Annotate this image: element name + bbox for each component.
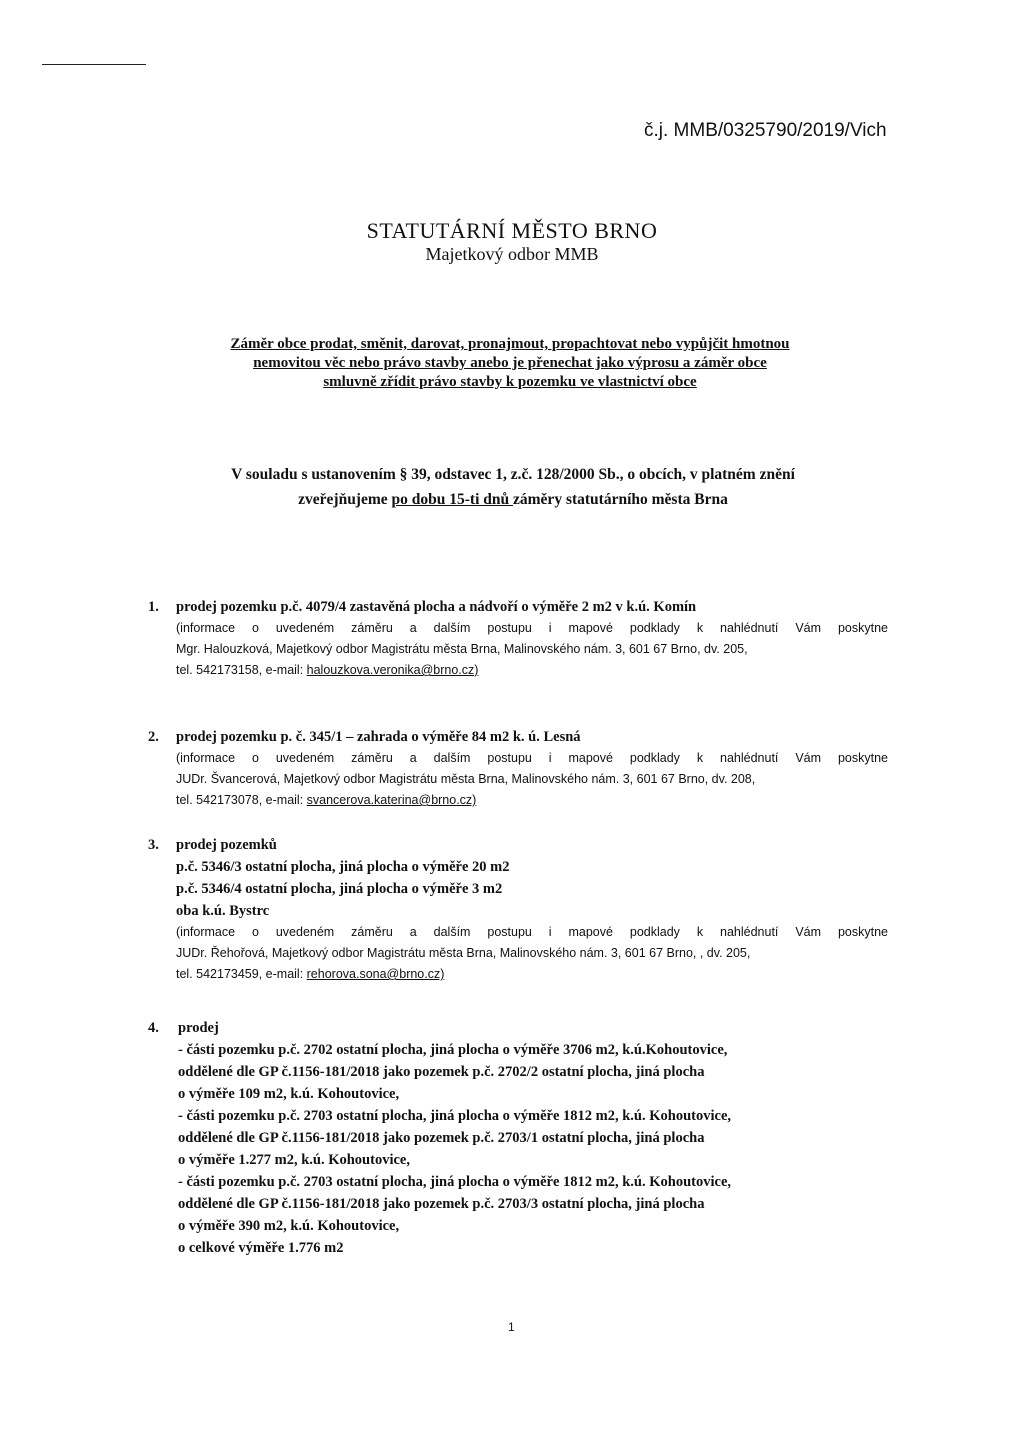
item-contact bbox=[176, 660, 888, 681]
reference-number: č.j. MMB/0325790/2019/Vich bbox=[644, 120, 887, 141]
document-subtitle: Majetkový odbor MMB bbox=[425, 244, 599, 264]
item-parcel-line: o výměře 1.277 m2, k.ú. Kohoutovice, bbox=[178, 1152, 410, 1168]
item-parcel-line: oddělené dle GP č.1156-181/2018 jako pozemek p.č. 2703/1 ostatní plocha, jiná plocha bbox=[178, 1130, 705, 1146]
page-number: 1 bbox=[508, 1320, 515, 1334]
item-parcel-line: - části pozemku p.č. 2703 ostatní plocha, jiná plocha o výměře 1812 m2, k.ú. Kohoutovice, bbox=[178, 1174, 732, 1190]
item-body bbox=[178, 1017, 890, 1259]
item-number: 2. bbox=[148, 729, 159, 745]
item-contact bbox=[176, 964, 888, 985]
item-info-line: JUDr. Švancerová, Majetkový odbor Magistrátu města Brna, Malinovského nám. 3, 601 67 Brno, dv. 208, bbox=[176, 772, 756, 786]
intro-line-2-underlined: po dobu 15-ti dnů bbox=[391, 491, 514, 508]
item-tel: tel. 542173158, e-mail: bbox=[176, 663, 307, 677]
intro-line-2-post: záměry statutárního města Brna bbox=[513, 491, 728, 508]
notice-heading bbox=[140, 335, 880, 392]
item-info-line: Mgr. Halouzková, Majetkový odbor Magistrátu města Brna, Malinovského nám. 3, 601 67 Brno, dv. 205, bbox=[176, 642, 748, 656]
email-link[interactable]: rehorova.sona@brno.cz) bbox=[306, 967, 445, 981]
item-info-line: (informace o uvedeném záměru a dalším postupu i mapové podklady k nahlédnutí Vám poskytne bbox=[176, 621, 888, 635]
notice-line-3: smluvně zřídit právo stavby k pozemku ve vlastnictví obce bbox=[323, 374, 697, 390]
notice-line-1: Záměr obce prodat, směnit, darovat, pronajmout, propachtovat nebo vypůjčit hmotnou bbox=[230, 336, 790, 352]
item-body bbox=[176, 726, 888, 811]
top-rule bbox=[42, 64, 146, 65]
item-heading: prodej bbox=[178, 1020, 219, 1036]
item-parcel-line: o výměře 390 m2, k.ú. Kohoutovice, bbox=[178, 1218, 400, 1234]
item-info-line: (informace o uvedeném záměru a dalším postupu i mapové podklady k nahlédnutí Vám poskytne bbox=[176, 925, 888, 939]
item-number: 1. bbox=[148, 599, 159, 615]
item-parcel-line: oddělené dle GP č.1156-181/2018 jako pozemek p.č. 2702/2 ostatní plocha, jiná plocha bbox=[178, 1064, 705, 1080]
item-number: 4. bbox=[148, 1020, 159, 1036]
item-heading: prodej pozemků bbox=[176, 837, 277, 853]
item-info-line: (informace o uvedeném záměru a dalším postupu i mapové podklady k nahlédnutí Vám poskytne bbox=[176, 751, 888, 765]
item-parcel-line: oba k.ú. Bystrc bbox=[176, 903, 270, 919]
email-link[interactable]: svancerova.katerina@brno.cz) bbox=[306, 793, 477, 807]
intro-paragraph bbox=[140, 462, 886, 512]
item-tel: tel. 542173078, e-mail: bbox=[176, 793, 307, 807]
intro-line-1: V souladu s ustanovením § 39, odstavec 1, z.č. 128/2000 Sb., o obcích, v platném znění bbox=[231, 466, 795, 483]
item-tel: tel. 542173459, e-mail: bbox=[176, 967, 307, 981]
item-heading: prodej pozemku p. č. 345/1 – zahrada o výměře 84 m2 k. ú. Lesná bbox=[176, 729, 581, 745]
notice-line-2: nemovitou věc nebo právo stavby anebo je přenechat jako výprosu a záměr obce bbox=[253, 355, 767, 371]
item-heading: prodej pozemku p.č. 4079/4 zastavěná plocha a nádvoří o výměře 2 m2 v k.ú. Komín bbox=[176, 599, 697, 615]
item-parcel-line: o celkové výměře 1.776 m2 bbox=[178, 1240, 344, 1256]
item-parcel-line: - části pozemku p.č. 2703 ostatní plocha, jiná plocha o výměře 1812 m2, k.ú. Kohoutovice, bbox=[178, 1108, 732, 1124]
item-parcel-line: - části pozemku p.č. 2702 ostatní plocha, jiná plocha o výměře 3706 m2, k.ú.Kohoutovice, bbox=[178, 1042, 728, 1058]
intro-line-2-pre: zveřejňujeme bbox=[298, 491, 392, 508]
item-parcel-line: o výměře 109 m2, k.ú. Kohoutovice, bbox=[178, 1086, 400, 1102]
intro-line-2 bbox=[140, 487, 886, 512]
item-body bbox=[176, 834, 888, 985]
item-contact bbox=[176, 790, 888, 811]
item-info-line: JUDr. Řehořová, Majetkový odbor Magistrátu města Brna, Malinovského nám. 3, 601 67 Brno, , dv. 205, bbox=[176, 946, 751, 960]
item-parcel-line: oddělené dle GP č.1156-181/2018 jako pozemek p.č. 2703/3 ostatní plocha, jiná plocha bbox=[178, 1196, 705, 1212]
item-body bbox=[176, 596, 888, 681]
item-number: 3. bbox=[148, 837, 159, 853]
document-title: STATUTÁRNÍ MĚSTO BRNO bbox=[366, 218, 658, 243]
email-link[interactable]: halouzkova.veronika@brno.cz) bbox=[306, 663, 479, 677]
item-parcel-line: p.č. 5346/3 ostatní plocha, jiná plocha o výměře 20 m2 bbox=[176, 859, 510, 875]
item-parcel-line: p.č. 5346/4 ostatní plocha, jiná plocha o výměře 3 m2 bbox=[176, 881, 503, 897]
